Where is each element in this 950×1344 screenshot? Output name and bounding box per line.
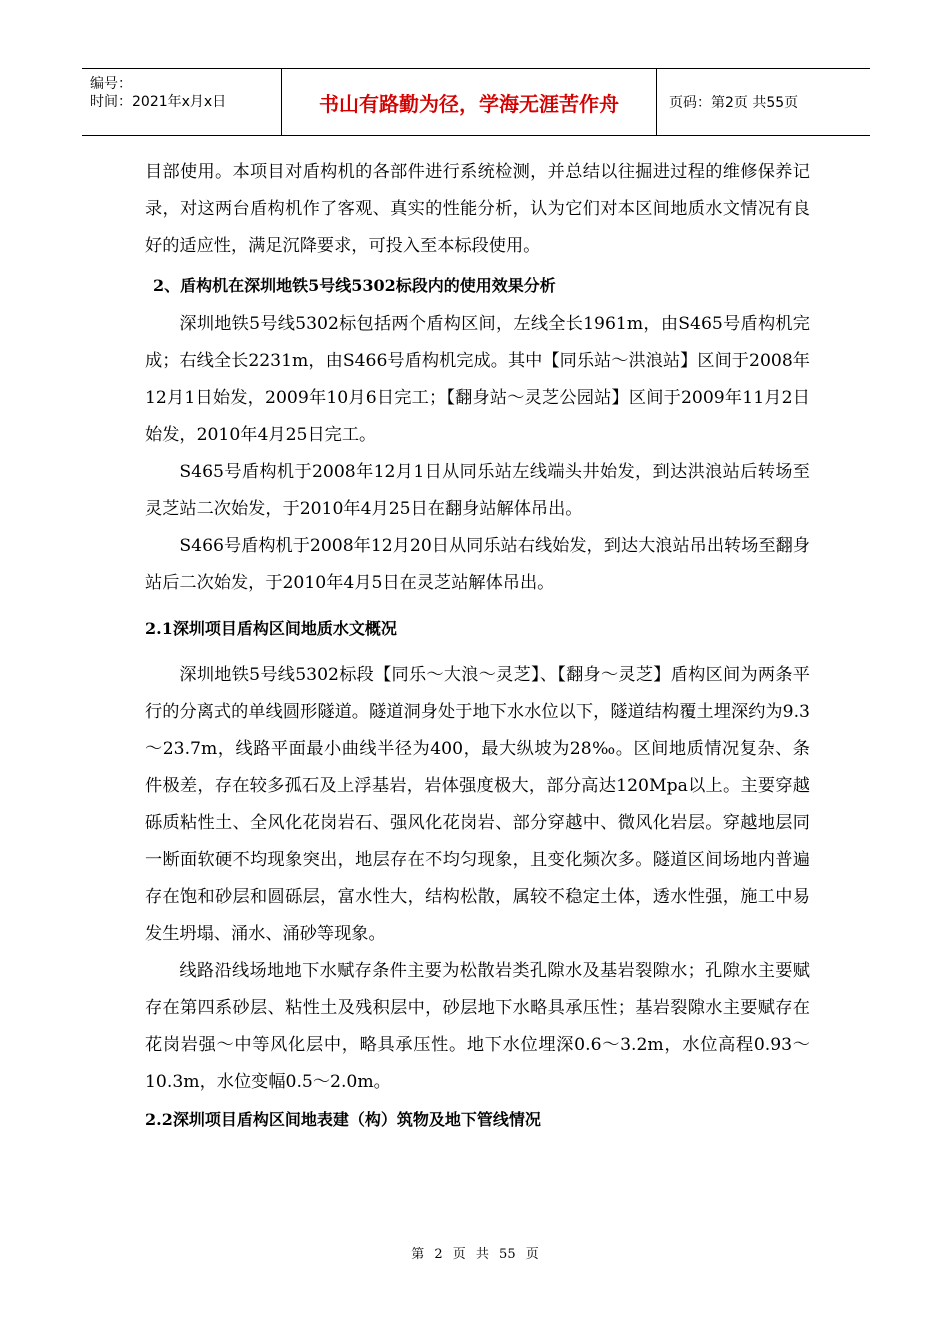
paragraph: 线路沿线场地地下水赋存条件主要为松散岩类孔隙水及基岩裂隙水；孔隙水主要赋存在第四系砂层、粘性土及残积层中，砂层地下水略具承压性；基岩裂隙水主要赋存在花岗岩强～中等风化层中，略具承压性。地下水位埋深0.6～3.2m，水位高程0.93～10.3m，水位变幅0.5～2.0m。 — [145, 961, 810, 1092]
document-body — [145, 154, 810, 1138]
subsection-heading: 2.2深圳项目盾构区间地表建（构）筑物及地下管线情况 — [145, 1110, 541, 1129]
document-number-label: 编号： — [90, 76, 132, 92]
page-header — [82, 68, 870, 136]
paragraph: 深圳地铁5号线5302标包括两个盾构区间，左线全长1961m，由S465号盾构机完成；右线全长2231m，由S466号盾构机完成。其中【同乐站～洪浪站】区间于2008年12月1日始发，2009年10月6日完工；【翻身站～灵芝公园站】区间于2009年11月2日始发，2010年4月25日完工。 — [145, 314, 810, 445]
paragraph: 目部使用。本项目对盾构机的各部件进行系统检测，并总结以往掘进过程的维修保养记录，对这两台盾构机作了客观、真实的性能分析，认为它们对本区间地质水文情况有良好的适应性，满足沉降要求，可投入至本标段使用。 — [145, 162, 810, 256]
subsection-heading: 2.1深圳项目盾构区间地质水文概况 — [145, 619, 397, 638]
page-footer: 第 2 页 共 55 页 — [411, 1247, 539, 1262]
section-heading: 2、盾构机在深圳地铁5号线5302标段内的使用效果分析 — [153, 276, 556, 295]
header-motto: 书山有路勤为径，学海无涯苦作舟 — [282, 69, 657, 135]
paragraph: S465号盾构机于2008年12月1日从同乐站左线端头井始发，到达洪浪站后转场至灵芝站二次始发，于2010年4月25日在翻身站解体吊出。 — [145, 462, 810, 519]
header-meta — [82, 69, 282, 135]
paragraph: S466号盾构机于2008年12月20日从同乐站右线始发，到达大浪站吊出转场至翻身站后二次始发，于2010年4月5日在灵芝站解体吊出。 — [145, 536, 810, 593]
document-time-label: 时间：2021年x月x日 — [90, 94, 227, 110]
paragraph: 深圳地铁5号线5302标段【同乐～大浪～灵芝】、【翻身～灵芝】盾构区间为两条平行的分离式的单线圆形隧道。隧道洞身处于地下水水位以下，隧道结构覆土埋深约为9.3～23.7m，线路平面最小曲线半径为400，最大纵坡为28‰。区间地质情况复杂、条件极差，存在较多孤石及上浮基岩，岩体强度极大，部分高达120Mpa以上。主要穿越砾质粘性土、全风化花岗岩石、强风化花岗岩、部分穿越中、微风化岩层。穿越地层同一断面软硬不均现象突出，地层存在不均匀现象，且变化频次多。隧道区间场地内普遍存在饱和砂层和圆砾层，富水性大，结构松散，属较不稳定土体，透水性强，施工中易发生坍塌、涌水、涌砂等现象。 — [145, 665, 810, 944]
header-page-code: 页码：第2页 共55页 — [669, 95, 799, 111]
